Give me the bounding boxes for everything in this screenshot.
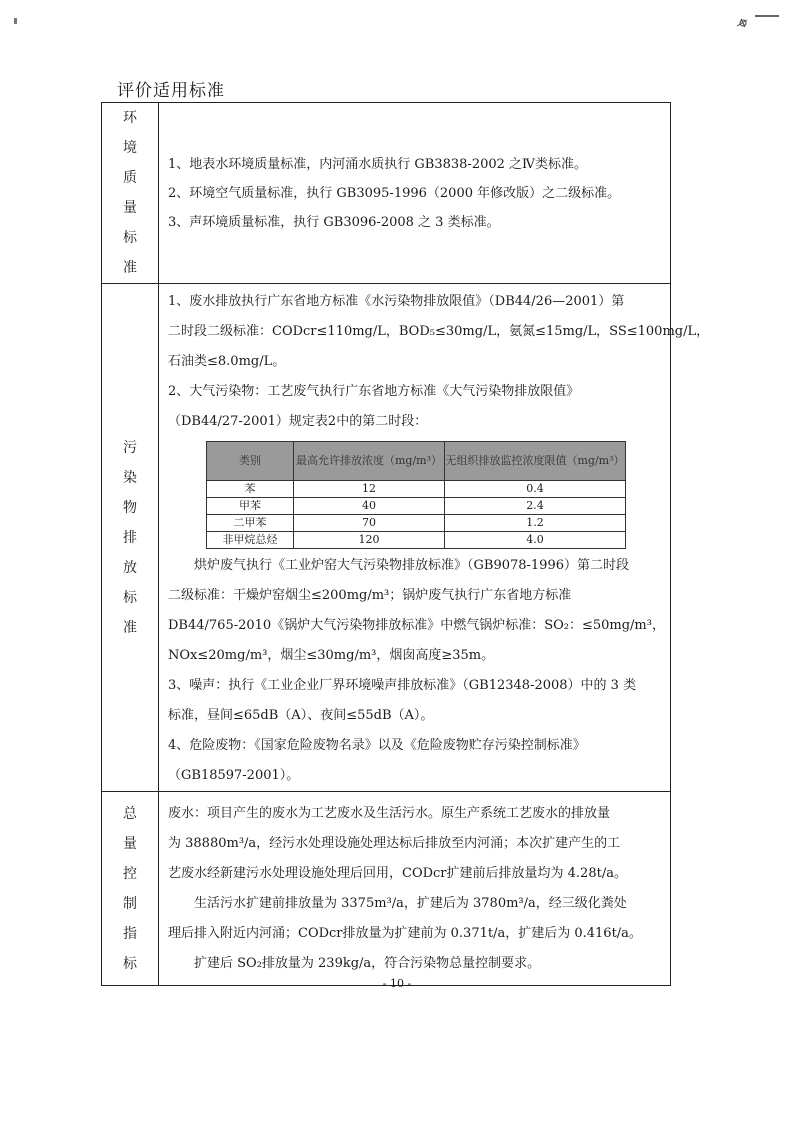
header-fugitive-limit: 无组织排放监控浓度限值（mg/m³） — [445, 442, 626, 481]
air-line-2: （DB44/27-2001）规定表2中的第二时段： — [168, 414, 428, 429]
water-line-2: 二时段二级标准：CODcr≤110mg/L，BOD₅≤30mg/L，氨氮≤15mg/L，SS≤100mg/L， — [168, 324, 710, 339]
env-line-3: 3、声环境质量标准，执行 GB3096-2008 之 3 类标准。 — [168, 214, 500, 230]
env-quality-row — [102, 103, 671, 284]
total-line-2: 为 38880m³/a，经污水处理设施处理达标后排放至内河涌；本次扩建产生的工 — [168, 835, 621, 851]
label-char: 物 — [123, 499, 137, 516]
label-char: 控 — [123, 865, 137, 882]
pollution-row — [102, 284, 671, 792]
total-control-label — [102, 792, 159, 986]
pollutant-max: 120 — [294, 532, 445, 549]
kiln-line-1: 烘炉废气执行《工业炉窑大气污染物排放标准》（GB9078-1996）第二时段 — [194, 558, 629, 573]
standards-table — [101, 102, 710, 986]
page-heading: 评价适用标准 — [117, 81, 225, 101]
pollution-label — [102, 284, 159, 792]
table-row — [207, 481, 626, 498]
label-char: 标 — [123, 589, 137, 606]
table-row — [207, 498, 626, 515]
label-char: 质 — [123, 170, 137, 186]
kiln-line-2: 二级标准：干燥炉窑烟尘≤200mg/m³；锅炉废气执行广东省地方标准 — [168, 588, 572, 603]
label-char: 总 — [123, 805, 137, 822]
kiln-line-3: DB44/765-2010《锅炉大气污染物排放标准》中燃气锅炉标准：SO₂：≤50mg/m³， — [168, 618, 665, 633]
env-line-2: 2、环境空气质量标准，执行 GB3095-1996（2000 年修改版）之二级标准。 — [168, 185, 621, 201]
kiln-line-4: NOx≤20mg/m³，烟尘≤30mg/m³，烟囱高度≥35m。 — [168, 648, 495, 663]
scan-dot-icon — [14, 18, 17, 24]
total-line-3: 艺废水经新建污水处理设施处理后回用，CODcr扩建前后排放量均为 4.28t/a。 — [168, 865, 627, 881]
so2-line: 扩建后 SO₂排放量为 239kg/a，符合污染物总量控制要求。 — [194, 955, 541, 971]
table-row — [207, 515, 626, 532]
noise-line-2: 标准，昼间≤65dB（A）、夜间≤55dB（A）。 — [168, 708, 434, 723]
label-char: 准 — [123, 260, 137, 276]
waste-line-1: 4、危险废物：《国家危险废物名录》以及《危险废物贮存污染控制标准》 — [168, 738, 586, 753]
total-control-content — [159, 792, 671, 986]
env-line-1: 1、地表水环境质量标准，内河涌水质执行 GB3838-2002 之Ⅳ类标准。 — [168, 156, 588, 172]
env-quality-label — [102, 103, 159, 284]
pollutant-name: 二甲苯 — [207, 515, 294, 532]
label-char: 染 — [123, 469, 137, 486]
pollutant-limit: 1.2 — [445, 515, 626, 532]
page-number: - 10 - — [382, 977, 412, 990]
total-control-row — [102, 792, 671, 986]
label-char: 放 — [123, 559, 137, 576]
scan-artifact-icon — [733, 10, 783, 30]
label-char: 标 — [123, 230, 137, 246]
label-char: 量 — [123, 200, 137, 216]
pollutant-name: 苯 — [207, 481, 294, 498]
water-line-3: 石油类≤8.0mg/L。 — [168, 354, 286, 369]
pollutant-name: 甲苯 — [207, 498, 294, 515]
label-char: 排 — [123, 529, 137, 546]
env-quality-content — [159, 103, 671, 284]
pollutant-max: 70 — [294, 515, 445, 532]
air-table-header — [207, 442, 626, 481]
domestic-line-1: 生活污水扩建前排放量为 3375m³/a，扩建后为 3780m³/a，经三级化粪处 — [194, 895, 627, 911]
pollutant-max: 40 — [294, 498, 445, 515]
air-line-1: 2、大气污染物：工艺废气执行广东省地方标准《大气污染物排放限值》 — [168, 384, 580, 399]
water-line-1: 1、废水排放执行广东省地方标准《水污染物排放限值》（DB44/26—2001）第 — [168, 294, 625, 309]
label-char: 境 — [123, 140, 137, 156]
pollutant-name: 非甲烷总烃 — [207, 532, 294, 549]
label-char: 准 — [123, 619, 137, 636]
air-pollutant-table — [206, 441, 626, 549]
header-max-concentration: 最高允许排放浓度（mg/m³） — [294, 442, 445, 481]
pollutant-limit: 2.4 — [445, 498, 626, 515]
label-char: 量 — [123, 835, 137, 852]
pollutant-limit: 4.0 — [445, 532, 626, 549]
label-char: 环 — [123, 110, 137, 126]
noise-line-1: 3、噪声：执行《工业企业厂界环境噪声排放标准》（GB12348-2008）中的 3 类 — [168, 678, 637, 693]
label-char: 指 — [123, 925, 137, 942]
pollutant-limit: 0.4 — [445, 481, 626, 498]
domestic-line-2: 理后排入附近内河涌；CODcr排放量为扩建前为 0.371t/a，扩建后为 0.416t/a。 — [168, 925, 642, 941]
total-line-1: 废水：项目产生的废水为工艺废水及生活污水。原生产系统工艺废水的排放量 — [168, 805, 611, 821]
label-char: 标 — [123, 955, 137, 972]
table-row — [207, 532, 626, 549]
pollution-content — [159, 284, 710, 792]
header-category: 类别 — [207, 442, 294, 481]
label-char: 污 — [123, 439, 137, 456]
pollutant-max: 12 — [294, 481, 445, 498]
waste-line-2: （GB18597-2001）。 — [168, 768, 300, 783]
label-char: 制 — [123, 895, 137, 912]
